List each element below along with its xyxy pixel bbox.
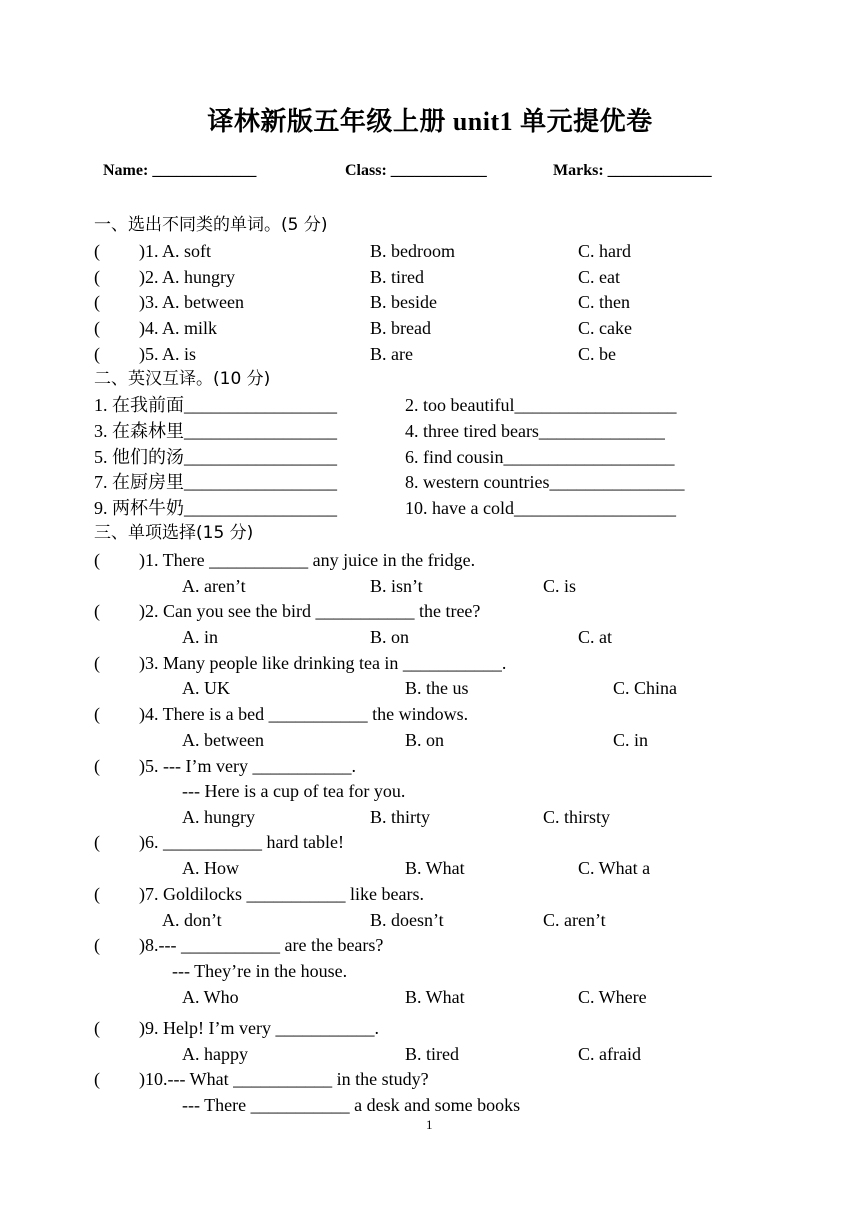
section3-q5-option-a: A. hungry xyxy=(182,807,255,827)
name-field-label: Name: _____________ xyxy=(103,162,257,179)
section1-q1-b: B. bedroom xyxy=(370,241,455,261)
section3-q4-stem: )4. There is a bed ___________ the windows. xyxy=(139,704,469,724)
section3-q2-stem: )2. Can you see the bird ___________ the tree? xyxy=(139,601,481,621)
answer-paren: ( xyxy=(94,1018,100,1038)
section1-q2: )2. A. hungry xyxy=(139,267,235,287)
class-field-label: Class: ____________ xyxy=(345,162,487,179)
section3-heading: 三、单项选择(15 分) xyxy=(94,523,254,543)
section3-q5-option-c: C. thirsty xyxy=(543,807,611,827)
section2-item-7: 7. 在厨房里_________________ xyxy=(94,472,337,492)
section1-heading: 一、选出不同类的单词。(5 分) xyxy=(94,215,328,235)
answer-paren: ( xyxy=(94,704,100,724)
section3-q9-stem: )9. Help! I’m very ___________. xyxy=(139,1018,379,1038)
section1-q1-c: C. hard xyxy=(578,241,631,261)
answer-paren: ( xyxy=(94,550,100,570)
section1-q3: )3. A. between xyxy=(139,292,244,312)
section3-q5-option-b: B. thirty xyxy=(370,807,431,827)
section2-item-6: 6. find cousin___________________ xyxy=(405,447,675,467)
section3-q6-option-c: C. What a xyxy=(578,858,651,878)
section1-q4: )4. A. milk xyxy=(139,318,218,338)
section1-q4-c: C. cake xyxy=(578,318,632,338)
answer-paren: ( xyxy=(94,318,100,338)
section1-q5-b: B. are xyxy=(370,344,413,364)
section3-q2-option-b: B. on xyxy=(370,627,410,647)
section3-q5-dialog: --- Here is a cup of tea for you. xyxy=(182,781,406,801)
section3-q7-option-a: A. don’t xyxy=(162,910,222,930)
page-number: 1 xyxy=(426,1117,433,1132)
section2-item-8: 8. western countries_______________ xyxy=(405,472,685,492)
section3-q1-option-a: A. aren’t xyxy=(182,576,246,596)
section3-q9-option-c: C. afraid xyxy=(578,1044,641,1064)
section3-q2-option-a: A. in xyxy=(182,627,218,647)
section3-q4-option-a: A. between xyxy=(182,730,264,750)
section3-q4-option-c: C. in xyxy=(613,730,649,750)
section2-item-3: 3. 在森林里_________________ xyxy=(94,421,337,441)
section2-item-9: 9. 两杯牛奶_________________ xyxy=(94,498,337,518)
answer-paren: ( xyxy=(94,292,100,312)
section1-q1: )1. A. soft xyxy=(139,241,211,261)
section2-item-1: 1. 在我前面_________________ xyxy=(94,395,337,415)
section1-q5-c: C. be xyxy=(578,344,616,364)
section3-q7-option-b: B. doesn’t xyxy=(370,910,444,930)
answer-paren: ( xyxy=(94,267,100,287)
section1-q3-c: C. then xyxy=(578,292,630,312)
section2-item-5: 5. 他们的汤_________________ xyxy=(94,447,337,467)
section2-item-2: 2. too beautiful__________________ xyxy=(405,395,677,415)
answer-paren: ( xyxy=(94,756,100,776)
section3-q1-stem: )1. There ___________ any juice in the fridge. xyxy=(139,550,476,570)
section3-q7-stem: )7. Goldilocks ___________ like bears. xyxy=(139,884,424,904)
page-title: 译林新版五年级上册 unit1 单元提优卷 xyxy=(207,107,653,136)
section3-q1-option-c: C. is xyxy=(543,576,577,596)
answer-paren: ( xyxy=(94,832,100,852)
section3-q9-option-b: B. tired xyxy=(405,1044,459,1064)
answer-paren: ( xyxy=(94,344,100,364)
section3-q2-option-c: C. at xyxy=(578,627,612,647)
section2-item-10: 10. have a cold__________________ xyxy=(405,498,676,518)
section3-q10-stem: )10.--- What ___________ in the study? xyxy=(139,1069,429,1089)
section3-q6-stem: )6. ___________ hard table! xyxy=(139,832,344,852)
section1-q2-c: C. eat xyxy=(578,267,620,287)
section1-q4-b: B. bread xyxy=(370,318,431,338)
section3-q3-option-c: C. China xyxy=(613,678,678,698)
section3-q3-stem: )3. Many people like drinking tea in ___________. xyxy=(139,653,507,673)
section3-q6-option-a: A. How xyxy=(182,858,239,878)
answer-paren: ( xyxy=(94,241,100,261)
section3-q3-option-a: A. UK xyxy=(182,678,230,698)
answer-paren: ( xyxy=(94,601,100,621)
marks-field-label: Marks: _____________ xyxy=(553,162,712,179)
section3-q1-option-b: B. isn’t xyxy=(370,576,423,596)
section3-q5-stem: )5. --- I’m very ___________. xyxy=(139,756,356,776)
section3-q6-option-b: B. What xyxy=(405,858,465,878)
section2-heading: 二、英汉互译。(10 分) xyxy=(94,369,271,389)
section3-q8-option-a: A. Who xyxy=(182,987,239,1007)
section3-q4-option-b: B. on xyxy=(405,730,445,750)
answer-paren: ( xyxy=(94,884,100,904)
section1-q3-b: B. beside xyxy=(370,292,437,312)
answer-paren: ( xyxy=(94,935,100,955)
answer-paren: ( xyxy=(94,1069,100,1089)
section1-q2-b: B. tired xyxy=(370,267,424,287)
section3-q7-option-c: C. aren’t xyxy=(543,910,606,930)
section3-q10-dialog: --- There ___________ a desk and some books xyxy=(182,1095,521,1115)
section3-q9-option-a: A. happy xyxy=(182,1044,248,1064)
section1-q5: )5. A. is xyxy=(139,344,197,364)
section3-q8-stem: )8.--- ___________ are the bears? xyxy=(139,935,384,955)
section3-q8-option-b: B. What xyxy=(405,987,465,1007)
section2-item-4: 4. three tired bears______________ xyxy=(405,421,665,441)
answer-paren: ( xyxy=(94,653,100,673)
section3-q8-dialog: --- They’re in the house. xyxy=(172,961,348,981)
section3-q8-option-c: C. Where xyxy=(578,987,647,1007)
section3-q3-option-b: B. the us xyxy=(405,678,469,698)
